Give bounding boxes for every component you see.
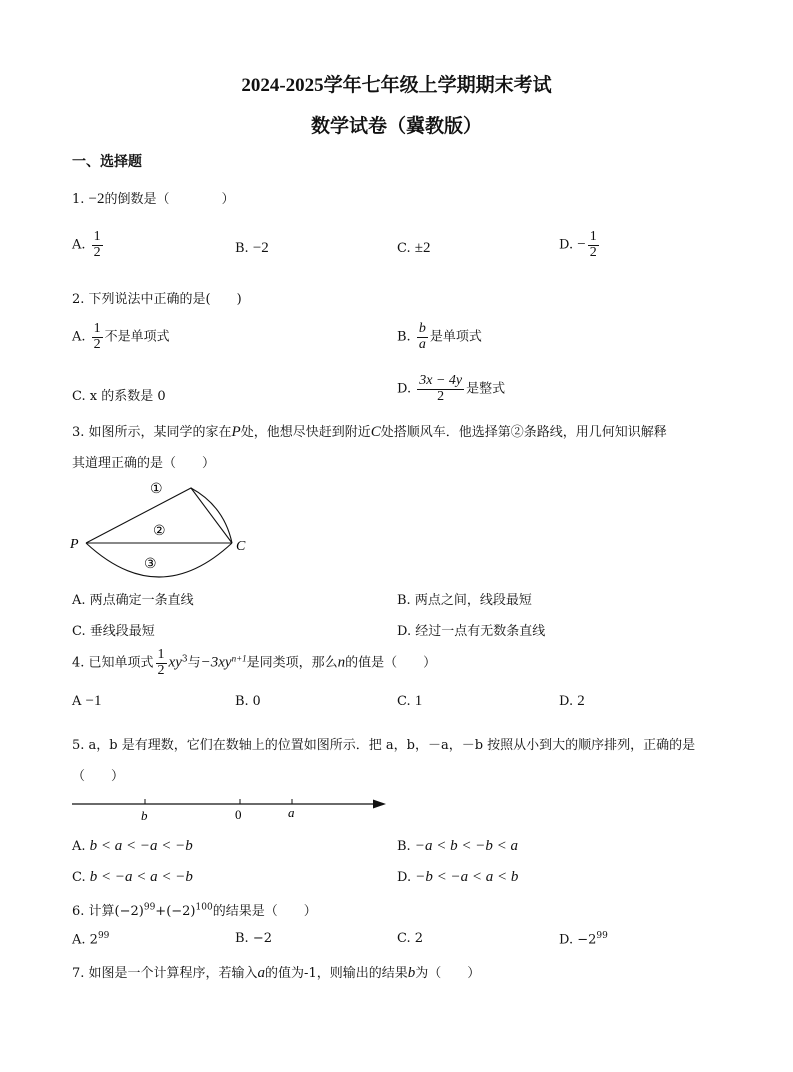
denominator: a [418,336,426,352]
numerator: 1 [93,229,101,244]
option-letter: A. [72,329,86,345]
q4-lead: 4. 已知单项式 [72,655,154,671]
axis-arrow [373,800,386,809]
q7-lead: 7. 如图是一个计算程序，若输入 [72,966,258,981]
var-a: a [257,965,266,981]
q7-mid: 的值为-1，则输出的结果 [265,966,408,981]
option-letter: D. [397,381,412,397]
option-letter: B. [397,329,411,345]
fraction [92,230,103,260]
option-value: 1 [414,693,423,709]
denominator: 2 [157,662,165,678]
q6-option-c[interactable]: C. 2 [397,931,424,946]
q5-option-c[interactable] [72,869,193,886]
option-letter: A. [72,839,86,854]
label-route-3: ③ [144,557,157,572]
page-subtitle: 数学试卷（冀教版） [310,116,482,137]
label-route-2: ② [153,524,166,539]
option-expr: −b < −a < a < b [415,869,519,885]
q3-text-b: 处，他想尽快赶到附近 [240,425,371,440]
q3-option-d[interactable]: D. 经过一点有无数条直线 [397,624,546,639]
numerator: 3x − 4y [419,373,463,388]
q5-option-d[interactable] [397,869,518,886]
label-b: b [141,808,148,823]
q2-option-c[interactable]: C. x 的系数是 0 [72,389,166,404]
q6-option-b[interactable]: B. −2 [235,931,272,946]
option-letter: D. [397,870,412,885]
denominator: 2 [93,336,101,352]
fraction [92,322,103,352]
option-value: −1 [85,693,102,709]
q4-option-c[interactable] [397,693,422,710]
option-value: 0 [252,693,261,709]
q7-tail: 为（ ） [415,966,481,981]
question-3-line-1 [72,421,667,441]
label-route-1: ① [150,482,163,497]
q3-option-c[interactable]: C. 垂线段最短 [72,624,155,639]
question-7 [72,962,480,982]
option-value: ±2 [414,240,431,256]
var-n: n [337,654,346,671]
option-letter: B. [235,694,249,709]
route-figure [66,474,256,584]
question-3-line-2: 其道理正确的是（ ） [72,456,216,471]
label-c: C [236,539,246,554]
question-1 [72,188,235,208]
number-line [70,795,390,825]
numerator: 1 [157,647,165,662]
option-letter: B. [397,839,411,854]
q3-text-a: 3. 如图所示，某同学的家在 [72,425,232,440]
exponent-2: 100 [195,902,213,913]
option-letter: C. [397,694,411,709]
page-title: 2024-2025学年七年级上学期期末考试 [241,75,552,96]
q4-tail-a: 是同类项，那么 [246,655,338,671]
term-2-exponent: n+1 [231,653,247,664]
q1-option-d[interactable] [559,230,601,260]
label-a: a [288,805,295,820]
term-1: xy [168,654,182,671]
q1-option-a[interactable] [72,230,105,260]
denominator: 2 [589,244,597,260]
question-5-line-2: （ ） [72,769,125,784]
exponent-1: 99 [143,902,156,913]
q6-option-a[interactable] [72,931,109,947]
option-expr: −a < b < −b < a [414,838,518,854]
q3-option-b[interactable]: B. 两点之间，线段最短 [397,593,532,608]
q3-text-c: 处搭顺风车．他选择第②条路线，用几何知识解释 [380,425,667,440]
minus-sign: − [577,236,586,253]
option-text: 不是单项式 [104,329,170,345]
option-letter: B. [235,241,249,256]
question-5-line-1: 5. a，b 是有理数，它们在数轴上的位置如图所示．把 a，b，－a，－b 按照从小到大的顺序排列，正确的是 [72,738,696,753]
q2-option-d[interactable] [397,374,505,404]
q4-tail-b: 的值是（ ） [345,655,437,671]
q4-option-a[interactable] [72,693,102,710]
option-text: 是单项式 [429,329,482,345]
route-3-arc [86,543,232,577]
label-p: P [70,537,79,552]
q4-mid: 与 [187,655,201,671]
option-letter: D. [559,694,574,709]
q1-option-c[interactable] [397,240,431,257]
q5-option-b[interactable] [397,838,518,855]
question-6 [72,900,317,919]
q1-expr: −2 [88,191,105,207]
option-exponent: 99 [97,931,110,941]
q2-option-a[interactable] [72,322,170,352]
option-expr: b < −a < a < −b [89,869,193,885]
question-4 [72,648,436,678]
option-value: A. 2 [72,932,98,948]
fraction [417,374,464,404]
q1-option-b[interactable] [235,240,269,257]
numerator: 1 [93,321,101,336]
numerator: b [418,321,426,336]
q4-option-b[interactable] [235,693,260,710]
q4-option-d[interactable] [559,693,585,710]
option-value: −2 [252,240,269,256]
q6-text-a: 6. 计算(−2) [72,904,144,919]
option-letter: C. [397,241,411,256]
q6-option-d[interactable] [559,931,608,947]
option-value: D. −2 [559,932,597,948]
question-2: 2. 下列说法中正确的是( ) [72,292,242,307]
option-letter: A. [72,237,86,253]
numerator: 1 [589,229,597,244]
point-c: C [370,424,381,440]
option-letter: A [72,694,82,709]
option-letter: D. [559,237,574,253]
var-b: b [407,965,416,981]
q6-text-c: 的结果是（ ） [212,904,317,919]
fraction [417,322,428,352]
denominator: 2 [437,388,445,404]
term-1-exponent: 3 [181,654,188,665]
q6-text-b: +(−2) [155,904,196,919]
option-letter: C. [72,870,86,885]
label-0: 0 [235,807,242,822]
denominator: 2 [93,244,101,260]
q3-option-a[interactable]: A. 两点确定一条直线 [72,593,194,608]
option-expr: b < a < −a < −b [89,838,193,854]
q2-option-b[interactable] [397,322,482,352]
q1-number: 1. [72,192,85,207]
option-text: 是整式 [466,381,506,397]
section-heading: 一、选择题 [72,154,142,170]
option-exponent: 99 [596,931,608,941]
q5-option-a[interactable] [72,838,193,855]
fraction [156,648,167,678]
q1-text: 的倒数是（ ） [104,192,235,207]
fraction [588,230,599,260]
term-2: −3xy [200,654,232,671]
point-p: P [231,424,241,440]
option-value: 2 [577,693,585,709]
